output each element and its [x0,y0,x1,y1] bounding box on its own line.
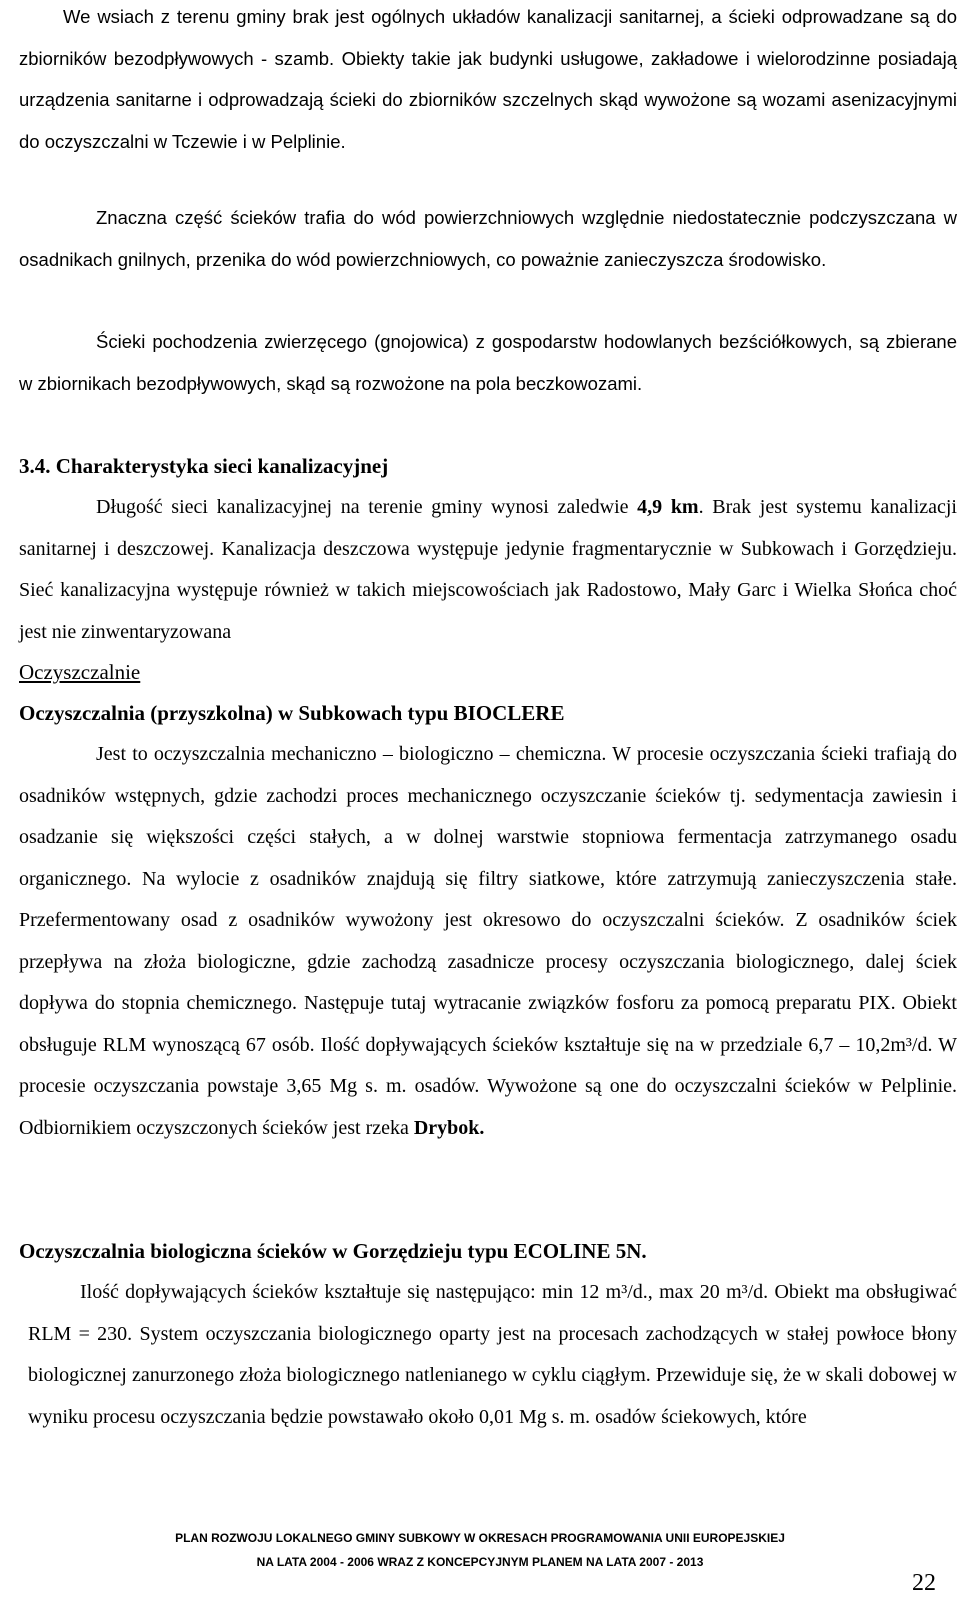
footer-title-line2: NA LATA 2004 - 2006 WRAZ Z KONCEPCYJNYM PLANEM NA LATA 2007 - 2013 [256,1555,704,1569]
paragraph-sewage-villages: We wsiach z terenu gminy brak jest ogólnych układów kanalizacji sanitarnej, a ścieki odprowadzane są do zbiorników bezodpływowych - szamb. Obiekty takie jak budynki usługowe, zakładowe i wielorodzinne posiadają urządzenia sanitarne i odprowadzają ścieki do zbiorników szczelnych skąd wywożone są wozami asenizacyjnymi do oczyszczalni w Tczewie i w Pelplinie. [19,6,957,152]
sewer-network-text: . Brak jest systemu kanalizacji sanitarnej i deszczowej. Kanalizacja deszczowa występuje jedynie fragmentarycznie w Subkowach i Gorzędzieju. Sieć kanalizacyjna występuje również w takich miejscowościach jak Radostowo, Mały Garc i Wielka Słońca choć jest nie zinwentaryzowana [19,496,957,643]
receiver-river: Drybok. [413,1116,485,1139]
sewer-length-value: 4,9 km [637,496,699,518]
heading-plant-gorzedziej: Oczyszczalnia biologiczna ścieków w Gorzędzieju typu ECOLINE 5N. [19,1239,647,1263]
subheading-treatment-plants: Oczyszczalnie [19,660,141,684]
heading-plant-subkowy: Oczyszczalnia (przyszkolna) w Subkowach typu BIOCLERE [19,701,565,725]
paragraph-plant-gorzedziej: Ilość dopływających ścieków kształtuje się następująco: min 12 m³/d., max 20 m³/d. Obiekt ma obsługiwać RLM = 230. System oczyszczania biologicznego oparty jest na procesach zachodzących w stałej powłoce błony biologicznej zanurzonego złoża biologicznego natlenianego w cyklu ciągłym. Przewiduje się, że w skali dobowej w wyniku procesu oczyszczania będzie powstawało około 0,01 Mg s. m. osadów ściekowych, które [28,1281,957,1428]
sewer-length-text: Długość sieci kanalizacyjnej na terenie gminy wynosi zaledwie [96,496,638,518]
page-number: 22 [912,1570,936,1596]
paragraph-sewer-network [19,487,957,653]
paragraph-animal-sewage: Ścieki pochodzenia zwierzęcego (gnojowica) z gospodarstw hodowlanych bezściółkowych, są zbierane w zbiornikach bezodpływowych, skąd są rozwożone na pola beczkowozami. [19,331,957,394]
footer-title-line1: PLAN ROZWOJU LOKALNEGO GMINY SUBKOWY W OKRESACH PROGRAMOWANIA UNII EUROPEJSKIEJ [175,1531,785,1545]
paragraph-surface-waters: Znaczna część ścieków trafia do wód powierzchniowych względnie niedostatecznie podczyszczana w osadnikach gnilnych, przenika do wód powierzchniowych, co poważnie zanieczyszcza środowisko. [19,207,957,270]
plant-subkowy-text: Jest to oczyszczalnia mechaniczno – biologiczno – chemiczna. W procesie oczyszczania ścieki trafiają do osadników wstępnych, gdzie zachodzi proces mechanicznego oczyszczanie ścieków tj. sedymentacja zawiesin i osadzanie się większości części stałych, a w dolnej warstwie stopniowa fermentacja zatrzymanego osadu organicznego. Na wylocie z osadników znajdują się filtry siatkowe, które zatrzymują zanieczyszczenia stałe. Przefermentowany osad z osadników wywożony jest okresowo do oczyszczalni ścieków. Z osadników ściek przepływa na złoża biologiczne, gdzie zachodzą zasadnicze procesy oczyszczania biologicznego, dalej ściek dopływa do stopnia chemicznego. Następuje tutaj wytracanie związków fosforu za pomocą preparatu PIX. Obiekt obsługuje RLM wynoszącą 67 osób. Ilość dopływających ścieków kształtuje się na w przedziale 6,7 – 10,2m³/d. W procesie oczyszczania powstaje 3,65 Mg s. m. osadów. Wywożone są one do oczyszczalni ścieków w Pelplinie. Odbiornikiem oczyszczonych ścieków jest rzeka [19,743,957,1139]
paragraph-plant-subkowy [19,734,957,1149]
section-heading: 3.4. Charakterystyka sieci kanalizacyjnej [19,454,389,478]
